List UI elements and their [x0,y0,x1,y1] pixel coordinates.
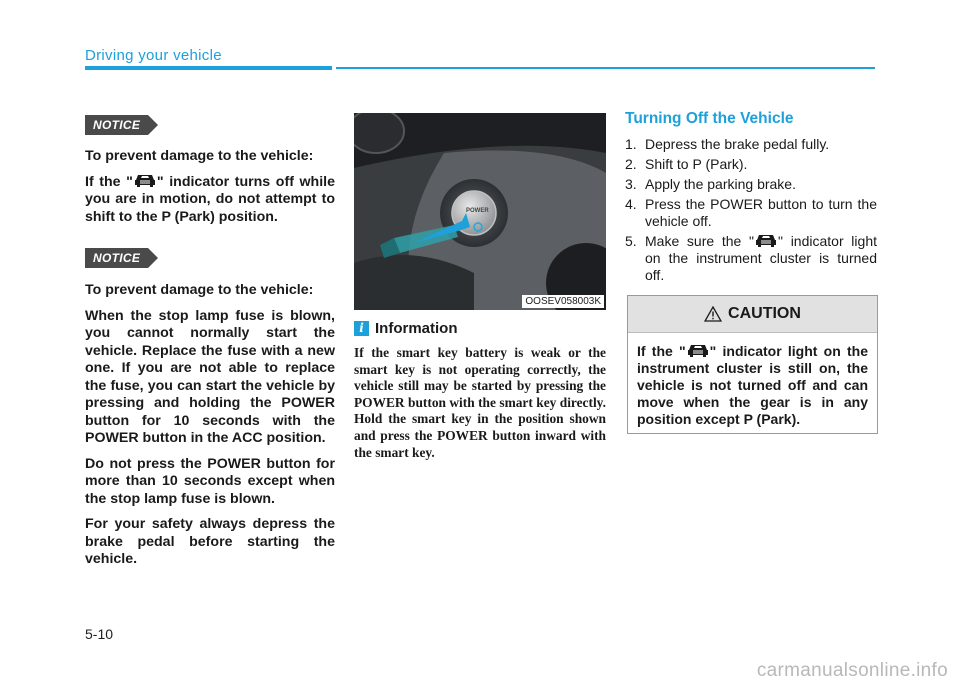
step-text: Apply the parking brake. [645,176,796,192]
image-code: OOSEV058003K [522,295,604,308]
notice-body [85,174,335,227]
power-button-photo [354,113,606,310]
step-text: Shift to P (Park). [645,156,748,172]
step-number: 3. [625,176,637,192]
right-column [625,110,877,287]
turning-off-title: Turning Off the Vehicle [625,110,794,127]
notice-paragraph: When the stop lamp fuse is blown, you cannot normally start the vehicle. Replace the fuse with a new one. If you are not able to replace the fuse, you can start the vehicle by pressing and holding the POWER button for 10 seconds with the POWER button in the ACC position. [85,307,335,446]
list-item [625,136,877,153]
step-text [645,233,877,284]
ready-car-icon [686,344,710,358]
step-text-pre: Make sure the " [645,233,755,249]
information-header [354,320,606,337]
notice-heading: To prevent damage to the vehicle: [85,148,314,164]
list-item [625,196,877,230]
step-number: 5. [625,233,637,249]
notice-paragraph: Do not press the POWER button for more than 10 seconds except when the stop lamp fuse is blown. [85,455,335,507]
notice-paragraph: For your safety always depress the brake pedal before starting the vehicle. [85,516,335,567]
notice-badge: NOTICE [85,115,148,135]
notice-heading-2: To prevent damage to the vehicle: [85,282,314,298]
watermark-link[interactable]: carmanualsonline.info [756,660,948,681]
caution-box [627,295,878,434]
list-item [625,233,877,284]
notice-badge-2: NOTICE [85,248,148,268]
caution-header [628,296,877,333]
step-number: 2. [625,156,637,172]
section-title: Driving your vehicle [85,47,222,64]
information-title: Information [375,320,458,337]
ready-car-icon [133,174,157,188]
warning-triangle-icon [704,306,722,322]
caution-text-pre: If the " [637,343,686,359]
caution-title: CAUTION [728,305,801,322]
step-text: Press the POWER button to turn the vehicle off. [645,196,877,229]
notice-body-post: " indicator turns off while you are in motion, do not attempt to shift to the P (Park) position. [85,173,335,225]
step-text: Depress the brake pedal fully. [645,136,830,152]
page-number: 5-10 [85,626,114,642]
middle-column [354,113,606,461]
header-rule-thick [85,66,332,70]
notice-body-pre: If the " [85,173,133,190]
caution-text [637,343,868,428]
info-icon: i [354,321,369,336]
header-rule-thin [336,67,875,69]
caution-text-post: " indicator light on the instrument cluster is still on, the vehicle is not turned off and can move when the gear is in any position except P (Park). [637,343,868,427]
ready-car-icon [754,234,778,248]
step-number: 1. [625,136,637,152]
step-number: 4. [625,196,637,212]
list-item [625,176,877,193]
power-button-label: POWER [466,208,489,214]
step-text-post: " indicator light on the instrument cluster is turned off. [645,233,877,283]
information-text: If the smart key battery is weak or the smart key is not operating correctly, the vehicle still may be started by pressing the POWER button with the smart key directly. Hold the smart key in the position shown and press the POWER button inward with the smart key. [354,345,606,460]
steps-list [625,136,877,284]
left-column [85,115,335,577]
list-item [625,156,877,173]
